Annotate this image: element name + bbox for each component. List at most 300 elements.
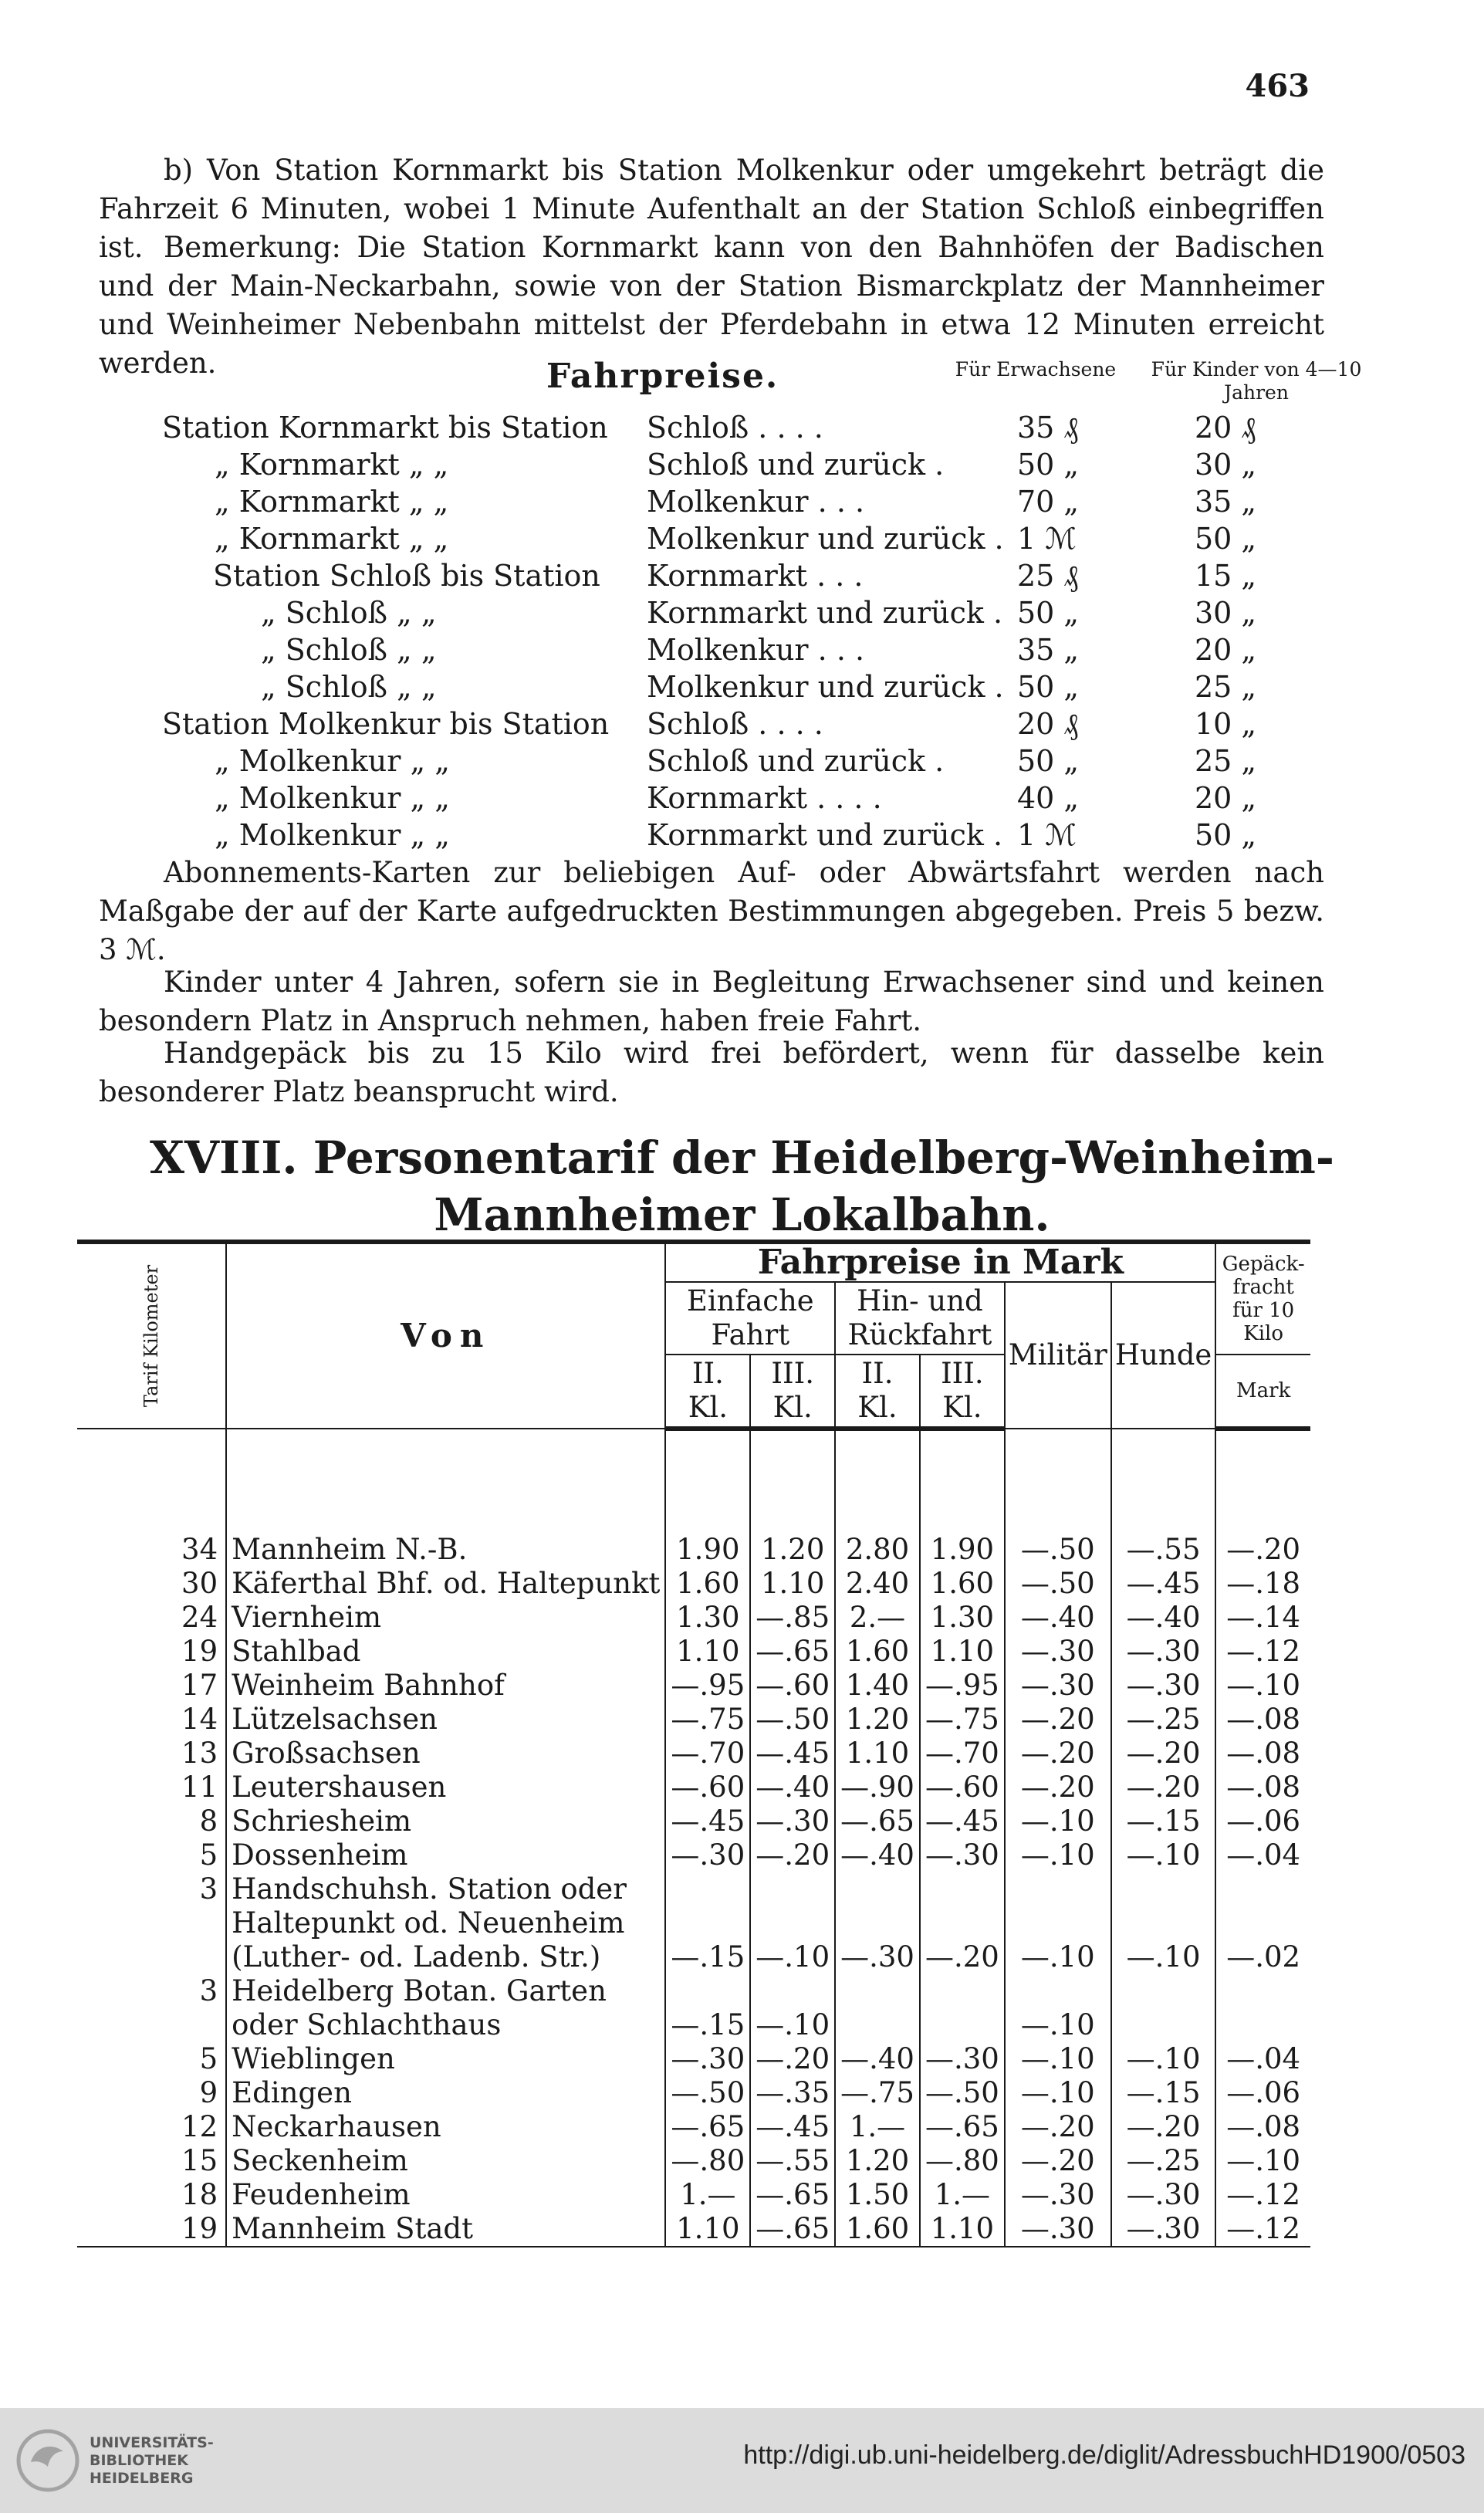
fare-route-from: „ Molkenkur „ „ (215, 744, 450, 778)
price-hinrueck-2kl-cell (835, 2008, 920, 2042)
fare-route-to: Kornmarkt und zurück . (647, 818, 1003, 852)
price-hunde-cell: —.45 (1111, 1567, 1216, 1601)
table-row (77, 2042, 1310, 2076)
price-einfach-2kl-cell: 1.10 (665, 1635, 750, 1669)
price-hinrueck-3kl-cell: —.95 (920, 1669, 1005, 1703)
price-einfach-3kl-cell: —.65 (750, 2178, 835, 2212)
price-hinrueck-2kl-cell (835, 1906, 920, 1940)
fare-price-adult: 25 ₰ (1017, 559, 1079, 593)
table-row (77, 1533, 1310, 1567)
fare-header (99, 357, 1362, 415)
price-hunde-cell: —.20 (1111, 1737, 1216, 1771)
table-row (77, 1872, 1310, 1906)
fare-column-child: Für Kinder von 4—10 Jahren (1151, 358, 1362, 404)
fare-route-from: „ Kornmarkt „ „ (215, 522, 449, 556)
destination-cell: Viernheim (226, 1601, 665, 1635)
fare-route-to: Schloß und zurück . (647, 744, 945, 778)
fare-price-child: 20 „ (1195, 633, 1257, 667)
km-cell: 19 (77, 2212, 226, 2247)
table-row (77, 1429, 1310, 1465)
fare-route-from: Station Molkenkur bis Station (162, 707, 610, 741)
fare-price-child: 35 „ (1195, 485, 1257, 519)
price-hinrueck-3kl-cell: —.30 (920, 1838, 1005, 1872)
destination-cell: Stahlbad (226, 1635, 665, 1669)
price-einfach-2kl-cell (665, 1974, 750, 2008)
fare-price-child: 10 „ (1195, 707, 1257, 741)
price-einfach-3kl-cell (750, 1906, 835, 1940)
price-hinrueck-3kl-cell (920, 1906, 1005, 1940)
empty-cell (1005, 1465, 1111, 1499)
fare-row (0, 631, 1484, 668)
fare-row (0, 520, 1484, 557)
price-einfach-2kl-cell: —.65 (665, 2110, 750, 2144)
fare-row (0, 705, 1484, 742)
price-einfach-3kl-cell: —.45 (750, 1737, 835, 1771)
fare-route-from: „ Molkenkur „ „ (215, 781, 450, 815)
table-row (77, 1737, 1310, 1771)
paragraph-remark: Bemerkung: Die Station Kornmarkt kann von den Bahnhöfen der Badischen und der Main-Neckarbahn, sowie von der Station Bismarckplatz der Mannheimer und Weinheimer Nebenbahn mittelst der Pferdebahn in etwa 12 Minuten erreicht werden. (99, 231, 1324, 380)
price-hunde-cell (1111, 2008, 1216, 2042)
price-militaer-cell: —.30 (1005, 1635, 1111, 1669)
km-cell: 9 (199, 2076, 218, 2109)
price-gepaeck-cell: —.12 (1215, 2212, 1310, 2247)
destination-cell: Lützelsachsen (226, 1703, 665, 1737)
price-einfach-3kl-cell: —.65 (750, 1635, 835, 1669)
price-hunde-cell: —.10 (1111, 1940, 1216, 1974)
price-hunde-cell: —.20 (1111, 2110, 1216, 2144)
empty-cell (1111, 1465, 1216, 1499)
price-einfach-3kl-cell: —.30 (750, 1804, 835, 1838)
fare-price-adult: 20 ₰ (1017, 707, 1079, 741)
destination-cell: Weinheim Bahnhof (226, 1669, 665, 1703)
fare-price-adult: 1 ℳ (1017, 522, 1077, 556)
fare-row (0, 780, 1484, 817)
empty-cell (1111, 1499, 1216, 1533)
fare-row (0, 668, 1484, 705)
fare-route-from: „ Molkenkur „ „ (215, 818, 450, 852)
class3-header-b: III. Kl. (920, 1355, 1005, 1429)
fare-route-from: „ Kornmarkt „ „ (215, 485, 449, 519)
table-row (77, 1838, 1310, 1872)
fare-row (0, 817, 1484, 854)
fare-price-adult: 35 ₰ (1017, 411, 1079, 445)
price-einfach-3kl-cell: —.45 (750, 2110, 835, 2144)
price-hinrueck-2kl-cell: 1.10 (835, 1737, 920, 1771)
library-line-1: UNIVERSITÄTS- (90, 2434, 214, 2451)
destination-cell: Schriesheim (226, 1804, 665, 1838)
fare-price-child: 20 „ (1195, 781, 1257, 815)
price-hinrueck-2kl-cell: 1.20 (835, 1703, 920, 1737)
price-gepaeck-cell (1215, 1974, 1310, 2008)
price-hinrueck-2kl-cell (835, 1974, 920, 2008)
origin-line (226, 1465, 665, 1499)
empty-cell (665, 1499, 750, 1533)
price-einfach-3kl-cell (750, 1974, 835, 2008)
library-line-2: BIBLIOTHEK (90, 2452, 188, 2469)
price-hinrueck-2kl-cell: 1.50 (835, 2178, 920, 2212)
source-url[interactable]: http://digi.ub.uni-heidelberg.de/diglit/AdressbuchHD1900/0503 (743, 2440, 1465, 2470)
table-row (77, 1771, 1310, 1804)
paragraph-subscription: Abonnements-Karten zur beliebigen Auf- oder Abwärtsfahrt werden nach Maßgabe der auf der Karte aufgedruckten Bestimmungen abgegeben. Preis 5 bezw. 3 ℳ. (99, 856, 1324, 966)
price-gepaeck-cell: —.14 (1215, 1601, 1310, 1635)
fare-route-to: Molkenkur . . . (647, 485, 865, 519)
price-hunde-cell: —.30 (1111, 2178, 1216, 2212)
table-row (77, 1940, 1310, 1974)
table-row (77, 1669, 1310, 1703)
empty-cell (665, 1465, 750, 1499)
price-hinrueck-2kl-cell: —.75 (835, 2076, 920, 2110)
price-gepaeck-cell: —.10 (1215, 2144, 1310, 2178)
price-militaer-cell: —.10 (1005, 2008, 1111, 2042)
university-library-logo-icon (15, 2428, 80, 2493)
fare-route-to: Molkenkur und zurück . (647, 522, 1004, 556)
km-cell: 8 (199, 1804, 218, 1838)
fare-price-adult: 50 „ (1017, 670, 1080, 704)
destination-cell: Mannheim N.-B. (226, 1533, 665, 1567)
price-einfach-2kl-cell: —.30 (665, 2042, 750, 2076)
destination-cell: Käferthal Bhf. od. Haltepunkt (226, 1567, 665, 1601)
price-hinrueck-2kl-cell: —.40 (835, 2042, 920, 2076)
price-hinrueck-3kl-cell (920, 1974, 1005, 2008)
km-cell: 13 (181, 1737, 218, 1770)
destination-cell: Feudenheim (226, 2178, 665, 2212)
empty-cell (920, 1499, 1005, 1533)
paragraph-children: Kinder unter 4 Jahren, sofern sie in Begleitung Erwachsener sind und keinen besondern Platz in Anspruch nehmen, haben freie Fahrt. (99, 966, 1324, 1037)
km-cell: 17 (181, 1669, 218, 1702)
empty-cell (920, 1465, 1005, 1499)
price-einfach-2kl-cell: 1.— (665, 2178, 750, 2212)
price-gepaeck-cell (1215, 2008, 1310, 2042)
km-cell: 34 (181, 1533, 218, 1566)
price-hunde-cell: —.10 (1111, 1838, 1216, 1872)
price-hinrueck-3kl-cell: —.30 (920, 2042, 1005, 2076)
fare-route-to: Schloß . . . . (647, 707, 823, 741)
price-hunde-cell: —.30 (1111, 2212, 1216, 2247)
fare-route-to: Schloß und zurück . (647, 448, 945, 482)
fare-price-child: 30 „ (1195, 596, 1257, 630)
price-gepaeck-cell (1215, 1872, 1310, 1906)
price-hinrueck-2kl-cell: —.40 (835, 1838, 920, 1872)
price-hinrueck-3kl-cell: 1.30 (920, 1601, 1005, 1635)
price-hunde-cell: —.10 (1111, 2042, 1216, 2076)
price-einfach-2kl-cell: 1.30 (665, 1601, 750, 1635)
price-hunde-cell: —.15 (1111, 1804, 1216, 1838)
library-line-3: HEIDELBERG (90, 2470, 194, 2487)
fare-price-child: 25 „ (1195, 744, 1257, 778)
price-einfach-2kl-cell: —.15 (665, 1940, 750, 1974)
empty-cell (835, 1499, 920, 1533)
km-cell: 15 (181, 2144, 218, 2177)
price-militaer-cell: —.10 (1005, 2042, 1111, 2076)
price-einfach-2kl-cell: —.30 (665, 1838, 750, 1872)
price-einfach-2kl-cell: —.50 (665, 2076, 750, 2110)
price-hunde-cell (1111, 1974, 1216, 2008)
table-row (77, 1703, 1310, 1737)
section-title: XVIII. Personentarif der Heidelberg-Weinheim- (150, 1131, 1334, 1184)
empty-cell (750, 1465, 835, 1499)
price-gepaeck-cell: —.10 (1215, 1669, 1310, 1703)
destination-cell: Wieblingen (226, 2042, 665, 2076)
price-hinrueck-2kl-cell: 1.— (835, 2110, 920, 2144)
price-gepaeck-cell (1215, 1906, 1310, 1940)
empty-cell (1005, 1499, 1111, 1533)
price-hinrueck-2kl-cell: 2.40 (835, 1567, 920, 1601)
fare-price-adult: 50 „ (1017, 596, 1080, 630)
empty-cell (835, 1465, 920, 1499)
price-hinrueck-2kl-cell (835, 1872, 920, 1906)
fahrpreise-header: Fahrpreise in Mark (665, 1242, 1215, 1282)
destination-cell: Haltepunkt od. Neuenheim (226, 1906, 665, 1940)
price-hinrueck-2kl-cell: 2.80 (835, 1533, 920, 1567)
table-row (77, 1635, 1310, 1669)
fare-row (0, 557, 1484, 594)
table-row (77, 1906, 1310, 1940)
km-cell: 3 (199, 1974, 218, 2007)
price-einfach-3kl-cell: —.50 (750, 1703, 835, 1737)
empty-cell (750, 1499, 835, 1533)
library-name (90, 2434, 214, 2488)
price-gepaeck-cell: —.08 (1215, 1737, 1310, 1771)
price-einfach-2kl-cell: —.75 (665, 1703, 750, 1737)
table-row (77, 2110, 1310, 2144)
km-cell (77, 1499, 226, 1533)
gepaeck-header: Gepäck-fracht für 10 Kilo (1215, 1242, 1310, 1355)
price-hinrueck-3kl-cell: —.45 (920, 1804, 1005, 1838)
empty-cell (1215, 1429, 1310, 1465)
price-militaer-cell: —.20 (1005, 2110, 1111, 2144)
fare-route-to: Kornmarkt . . . (647, 559, 864, 593)
price-hunde-cell (1111, 1872, 1216, 1906)
table-row (77, 1974, 1310, 2008)
fare-row (0, 409, 1484, 446)
tariff-table (77, 1240, 1310, 2247)
price-militaer-cell: —.30 (1005, 2178, 1111, 2212)
destination-cell: (Luther- od. Ladenb. Str.) (226, 1940, 665, 1974)
fare-route-to: Schloß . . . . (647, 411, 823, 445)
price-gepaeck-cell: —.08 (1215, 1771, 1310, 1804)
fare-route-from: Station Kornmarkt bis Station (162, 411, 608, 445)
fare-price-adult: 70 „ (1017, 485, 1080, 519)
price-militaer-cell: —.10 (1005, 2076, 1111, 2110)
fare-route-to: Molkenkur . . . (647, 633, 865, 667)
price-hinrueck-3kl-cell: 1.10 (920, 2212, 1005, 2247)
price-einfach-3kl-cell: —.65 (750, 2212, 835, 2247)
price-hunde-cell: —.30 (1111, 1669, 1216, 1703)
price-hinrueck-2kl-cell: 1.60 (835, 2212, 920, 2247)
fare-route-from: „ Schloß „ „ (261, 596, 437, 630)
table-row (77, 2212, 1310, 2247)
price-einfach-3kl-cell: —.55 (750, 2144, 835, 2178)
price-einfach-2kl-cell: 1.90 (665, 1533, 750, 1567)
price-einfach-3kl-cell: —.10 (750, 2008, 835, 2042)
km-cell: 18 (181, 2178, 218, 2211)
destination-cell: Mannheim Stadt (226, 2212, 665, 2247)
table-row (77, 1465, 1310, 1499)
einfach-header: Einfache Fahrt (665, 1282, 835, 1355)
km-cell (77, 1906, 226, 1940)
hinrueck-header: Hin- und Rückfahrt (835, 1282, 1005, 1355)
price-einfach-2kl-cell: —.70 (665, 1737, 750, 1771)
fare-row (0, 742, 1484, 780)
fare-price-child: 25 „ (1195, 670, 1257, 704)
price-einfach-3kl-cell: 1.20 (750, 1533, 835, 1567)
fare-route-to: Kornmarkt . . . . (647, 781, 882, 815)
price-militaer-cell: —.20 (1005, 1737, 1111, 1771)
price-hinrueck-2kl-cell: —.65 (835, 1804, 920, 1838)
fare-price-child: 50 „ (1195, 522, 1257, 556)
price-einfach-2kl-cell: —.95 (665, 1669, 750, 1703)
fare-price-child: 15 „ (1195, 559, 1257, 593)
price-gepaeck-cell: —.02 (1215, 1940, 1310, 1974)
price-einfach-3kl-cell (750, 1872, 835, 1906)
destination-cell: Neckarhausen (226, 2110, 665, 2144)
price-gepaeck-cell: —.12 (1215, 1635, 1310, 1669)
paragraph-luggage: Handgepäck bis zu 15 Kilo wird frei befördert, wenn für dasselbe kein besonderer Platz beansprucht wird. (99, 1037, 1324, 1108)
fare-price-adult: 40 „ (1017, 781, 1080, 815)
price-militaer-cell (1005, 1906, 1111, 1940)
fare-route-from: „ Kornmarkt „ „ (215, 448, 449, 482)
price-hinrueck-3kl-cell: —.70 (920, 1737, 1005, 1771)
destination-cell: oder Schlachthaus (226, 2008, 665, 2042)
price-einfach-3kl-cell: —.10 (750, 1940, 835, 1974)
fare-route-to: Kornmarkt und zurück . (647, 596, 1003, 630)
fare-row (0, 446, 1484, 483)
price-einfach-2kl-cell (665, 1906, 750, 1940)
price-hinrueck-3kl-cell: 1.90 (920, 1533, 1005, 1567)
price-hinrueck-2kl-cell: —.30 (835, 1940, 920, 1974)
price-hinrueck-3kl-cell: 1.10 (920, 1635, 1005, 1669)
price-gepaeck-cell: —.08 (1215, 2110, 1310, 2144)
price-hinrueck-3kl-cell: —.75 (920, 1703, 1005, 1737)
fare-route-from: Station Schloß bis Station (213, 559, 600, 593)
fare-price-child: 20 ₰ (1195, 411, 1256, 445)
price-militaer-cell: —.30 (1005, 2212, 1111, 2247)
origin-line (226, 1499, 665, 1533)
price-einfach-2kl-cell: —.45 (665, 1804, 750, 1838)
fare-row (0, 594, 1484, 631)
price-hunde-cell: —.55 (1111, 1533, 1216, 1567)
price-militaer-cell: —.50 (1005, 1533, 1111, 1567)
fare-title: Fahrpreise. (546, 357, 779, 396)
empty-cell (920, 1429, 1005, 1465)
price-militaer-cell: —.30 (1005, 1669, 1111, 1703)
price-militaer-cell (1005, 1872, 1111, 1906)
price-gepaeck-cell: —.06 (1215, 1804, 1310, 1838)
price-einfach-3kl-cell: —.85 (750, 1601, 835, 1635)
section-subtitle: Mannheimer Lokalbahn. (434, 1189, 1050, 1241)
price-gepaeck-cell: —.20 (1215, 1533, 1310, 1567)
price-militaer-cell: —.20 (1005, 1703, 1111, 1737)
destination-cell: Leutershausen (226, 1771, 665, 1804)
destination-cell: Heidelberg Botan. Garten (226, 1974, 665, 2008)
km-cell (77, 1940, 226, 1974)
mark-header: Mark (1215, 1355, 1310, 1429)
price-einfach-2kl-cell (665, 1872, 750, 1906)
paragraph-travel-time: b) Von Station Kornmarkt bis Station Molkenkur oder umgekehrt beträgt die Fahrzeit 6 Minuten, wobei 1 Minute Aufenthalt an der Station Schloß einbegriffen ist. (99, 154, 1324, 264)
km-cell: 30 (181, 1567, 218, 1600)
km-header: Tarif Kilometer (77, 1242, 226, 1429)
table-row (77, 1499, 1310, 1533)
price-hunde-cell (1111, 1906, 1216, 1940)
table-row (77, 1804, 1310, 1838)
fare-route-to: Molkenkur und zurück . (647, 670, 1004, 704)
km-cell: 11 (181, 1771, 218, 1804)
price-hunde-cell: —.15 (1111, 2076, 1216, 2110)
price-hinrueck-2kl-cell: 2.— (835, 1601, 920, 1635)
price-gepaeck-cell: —.04 (1215, 2042, 1310, 2076)
von-header: Von (226, 1242, 665, 1429)
fare-price-child: 50 „ (1195, 818, 1257, 852)
fare-price-adult: 50 „ (1017, 744, 1080, 778)
price-einfach-3kl-cell: —.60 (750, 1669, 835, 1703)
price-militaer-cell (1005, 1974, 1111, 2008)
price-militaer-cell: —.10 (1005, 1838, 1111, 1872)
price-einfach-3kl-cell: 1.10 (750, 1567, 835, 1601)
price-hinrueck-3kl-cell: 1.— (920, 2178, 1005, 2212)
price-hinrueck-3kl-cell: —.60 (920, 1771, 1005, 1804)
price-hunde-cell: —.25 (1111, 2144, 1216, 2178)
price-militaer-cell: —.20 (1005, 1771, 1111, 1804)
price-einfach-2kl-cell: —.15 (665, 2008, 750, 2042)
class3-header-a: III. Kl. (750, 1355, 835, 1429)
price-einfach-3kl-cell: —.35 (750, 2076, 835, 2110)
militaer-header: Militär (1005, 1282, 1111, 1429)
price-einfach-3kl-cell: —.40 (750, 1771, 835, 1804)
table-row (77, 1567, 1310, 1601)
empty-cell (1215, 1499, 1310, 1533)
price-einfach-2kl-cell: 1.60 (665, 1567, 750, 1601)
destination-cell: Dossenheim (226, 1838, 665, 1872)
km-cell (77, 2008, 226, 2042)
destination-cell: Seckenheim (226, 2144, 665, 2178)
empty-cell (1215, 1465, 1310, 1499)
fare-column-adult: Für Erwachsene (955, 358, 1117, 381)
price-militaer-cell: —.50 (1005, 1567, 1111, 1601)
price-hinrueck-3kl-cell: —.80 (920, 2144, 1005, 2178)
price-gepaeck-cell: —.08 (1215, 1703, 1310, 1737)
price-einfach-3kl-cell: —.20 (750, 2042, 835, 2076)
km-cell (77, 1429, 226, 1465)
empty-cell (1005, 1429, 1111, 1465)
hunde-header: Hunde (1111, 1282, 1216, 1429)
price-hinrueck-2kl-cell: 1.40 (835, 1669, 920, 1703)
price-hinrueck-3kl-cell (920, 1872, 1005, 1906)
fare-route-from: „ Schloß „ „ (261, 633, 437, 667)
table-row (77, 2144, 1310, 2178)
price-hinrueck-3kl-cell: —.20 (920, 1940, 1005, 1974)
origin-line (226, 1429, 665, 1465)
price-hinrueck-2kl-cell: —.90 (835, 1771, 920, 1804)
price-hunde-cell: —.20 (1111, 1771, 1216, 1804)
table-row (77, 2076, 1310, 2110)
price-hunde-cell: —.25 (1111, 1703, 1216, 1737)
km-cell: 14 (181, 1703, 218, 1736)
km-cell: 12 (181, 2110, 218, 2143)
empty-cell (835, 1429, 920, 1465)
fare-price-adult: 35 „ (1017, 633, 1080, 667)
price-hinrueck-3kl-cell: —.65 (920, 2110, 1005, 2144)
km-cell: 5 (199, 1838, 218, 1872)
class2-header-a: II. Kl. (665, 1355, 750, 1429)
price-einfach-2kl-cell: 1.10 (665, 2212, 750, 2247)
page-number: 463 (1245, 68, 1310, 104)
price-hunde-cell: —.30 (1111, 1635, 1216, 1669)
price-gepaeck-cell: —.12 (1215, 2178, 1310, 2212)
fare-price-adult: 1 ℳ (1017, 818, 1077, 852)
footer-bar (0, 2408, 1484, 2513)
price-gepaeck-cell: —.18 (1215, 1567, 1310, 1601)
fare-route-from: „ Schloß „ „ (261, 670, 437, 704)
